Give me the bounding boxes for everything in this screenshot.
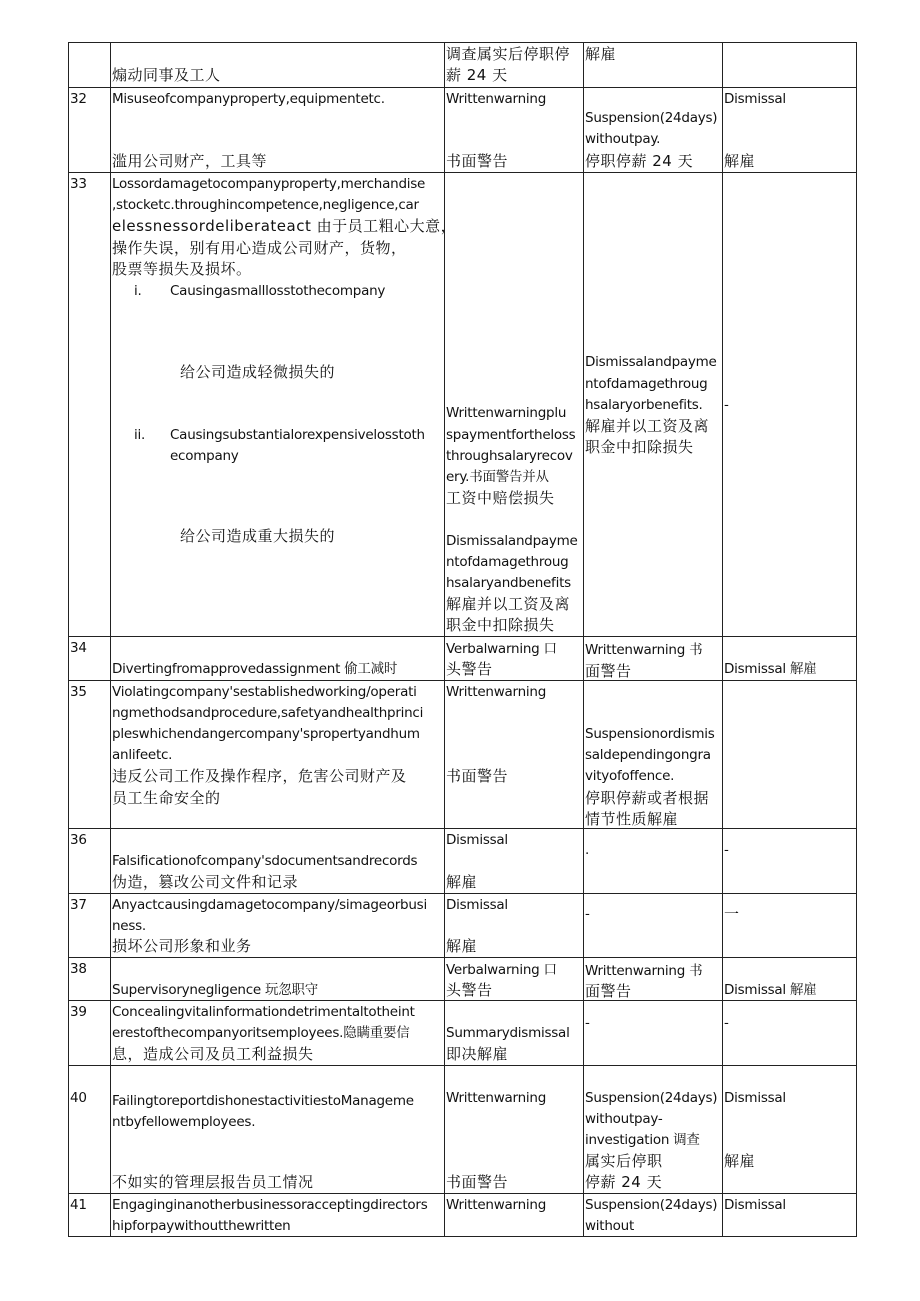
offence-description: elessnessordeliberateact 由于员工粗心大意， [112, 217, 457, 235]
offence-description: Causingasmalllosstothecompany [170, 283, 386, 299]
third-offence-action: - [724, 397, 729, 413]
offence-description: 不如实的管理层报告员工情况 [112, 1173, 314, 1191]
first-offence-action: 头警告 [446, 981, 493, 999]
first-offence-action: 即决解雇 [446, 1045, 509, 1063]
offence-description: hipforpaywithoutthewritten [112, 1218, 291, 1234]
third-offence-action: 解雇 [724, 1152, 756, 1170]
first-offence-action: 解雇 [446, 873, 478, 891]
offence-description: Violatingcompany'sestablishedworking/operati [112, 684, 417, 700]
offence-description: 给公司造成重大损失的 [180, 527, 336, 545]
second-offence-action: 面警告 [585, 662, 632, 680]
second-offence-action: 停薪 24 天 [585, 1173, 663, 1191]
offence-description: Anyactcausingdamagetocompany/simageorbusi [112, 897, 427, 913]
first-offence-action: ery.书面警告并从 [446, 469, 549, 485]
second-offence-action: 面警告 [585, 982, 632, 1000]
first-offence-action: Writtenwarning [446, 91, 547, 107]
offence-description: anlifeetc. [112, 747, 173, 763]
row-number: 40 [70, 1090, 87, 1106]
second-offence-action: Suspension(24days) [585, 110, 718, 126]
first-offence-action: Writtenwarning [446, 1197, 547, 1213]
offence-description: 伪造，篡改公司文件和记录 [112, 873, 299, 891]
first-offence-action: throughsalaryrecov [446, 448, 573, 464]
first-offence-action: 书面警告 [446, 152, 509, 170]
second-offence-action: 停职停薪 24 天 [585, 152, 694, 170]
second-offence-action: investigation 调查 [585, 1132, 700, 1148]
offence-description: 滥用公司财产，工具等 [112, 152, 268, 170]
row-number: 36 [70, 832, 87, 848]
third-offence-action: Dismissal 解雇 [724, 661, 817, 677]
third-offence-action: 一 [724, 905, 740, 923]
offence-description: Supervisorynegligence 玩忽职守 [112, 982, 319, 998]
row-number: 39 [70, 1004, 87, 1020]
offence-description: 违反公司工作及操作程序，危害公司财产及 [112, 767, 407, 785]
offence-description: erestofthecompanyoritsemployees.隐瞒重要信 [112, 1025, 410, 1041]
offence-description: Falsificationofcompany'sdocumentsandrecords [112, 853, 418, 869]
row-number: 37 [70, 897, 87, 913]
first-offence-action: 职金中扣除损失 [446, 616, 555, 634]
offence-description: 损坏公司形象和业务 [112, 937, 252, 955]
second-offence-action: without [585, 1218, 635, 1234]
row-number: 41 [70, 1197, 87, 1213]
offence-description: ntbyfellowemployees. [112, 1114, 256, 1130]
offence-description: 煽动同事及工人 [112, 66, 221, 84]
row-number: 38 [70, 961, 87, 977]
second-offence-action: Dismissalandpayme [585, 354, 717, 370]
second-offence-action: withoutpay- [585, 1111, 663, 1127]
first-offence-action: 头警告 [446, 660, 493, 678]
first-offence-action: 解雇并以工资及离 [446, 595, 571, 613]
row-number: 33 [70, 176, 87, 192]
offence-description: ness. [112, 918, 146, 934]
offence-description: Causingsubstantialorexpensivelosstoth [170, 427, 425, 443]
offence-description: Misuseofcompanyproperty,equipmentetc. [112, 91, 385, 107]
offence-description: ngmethodsandprocedure,safetyandhealthprinci [112, 705, 424, 721]
second-offence-action: - [585, 1015, 590, 1031]
first-offence-action: 解雇 [446, 937, 478, 955]
offence-description: pleswhichendangercompany'spropertyandhum [112, 726, 420, 742]
second-offence-action: Suspension(24days) [585, 1197, 718, 1213]
first-offence-action: hsalaryandbenefits [446, 575, 571, 591]
offence-description: FailingtoreportdishonestactivitiestoManageme [112, 1093, 414, 1109]
first-offence-action: Writtenwarning [446, 684, 547, 700]
first-offence-action: 工资中赔偿损失 [446, 489, 555, 507]
first-offence-action: Summarydismissal [446, 1025, 570, 1041]
sub-item-marker: ii. [134, 427, 146, 443]
second-offence-action: . [585, 842, 590, 858]
sub-item-marker: i. [134, 283, 142, 299]
first-offence-action: Dismissal [446, 897, 508, 913]
second-offence-action: ntofdamagethroug [585, 376, 708, 392]
first-offence-action: Verbalwarning 口 [446, 641, 557, 657]
second-offence-action: 停职停薪或者根据 [585, 789, 710, 807]
offence-description: Engaginginanotherbusinessoracceptingdirectors [112, 1197, 428, 1213]
offence-description: ,stocketc.throughincompetence,negligence,car [112, 197, 419, 213]
second-offence-action: Suspensionordismis [585, 726, 715, 742]
first-offence-action: 书面警告 [446, 767, 509, 785]
first-offence-action: Dismissalandpayme [446, 533, 578, 549]
first-offence-action: 调查属实后停职停 [446, 45, 571, 63]
offence-description: 给公司造成轻微损失的 [180, 363, 336, 381]
second-offence-action: - [585, 906, 590, 922]
offence-description: 股票等损失及损坏。 [112, 260, 252, 278]
second-offence-action: 职金中扣除损失 [585, 438, 694, 456]
first-offence-action: spaymentfortheloss [446, 427, 576, 443]
offence-description: 操作失误，别有用心造成公司财产，货物， [112, 239, 407, 257]
first-offence-action: 薪 24 天 [446, 66, 508, 84]
first-offence-action: Verbalwarning 口 [446, 962, 557, 978]
second-offence-action: Writtenwarning 书 [585, 963, 703, 979]
first-offence-action: 书面警告 [446, 1173, 509, 1191]
third-offence-action: Dismissal 解雇 [724, 982, 817, 998]
offence-description: 息，造成公司及员工利益损失 [112, 1045, 314, 1063]
first-offence-action: Dismissal [446, 832, 508, 848]
first-offence-action: Writtenwarningplu [446, 405, 567, 421]
third-offence-action: - [724, 842, 729, 858]
second-offence-action: vityofoffence. [585, 768, 675, 784]
second-offence-action: withoutpay. [585, 131, 661, 147]
second-offence-action: 解雇 [585, 45, 617, 63]
third-offence-action: Dismissal [724, 91, 786, 107]
third-offence-action: 解雇 [724, 152, 756, 170]
second-offence-action: 解雇并以工资及离 [585, 417, 710, 435]
third-offence-action: Dismissal [724, 1197, 786, 1213]
row-number: 34 [70, 640, 87, 656]
offence-description: 员工生命安全的 [112, 789, 221, 807]
first-offence-action: ntofdamagethroug [446, 554, 569, 570]
second-offence-action: hsalaryorbenefits. [585, 397, 703, 413]
second-offence-action: saldependingongra [585, 747, 711, 763]
second-offence-action: 属实后停职 [585, 1152, 663, 1170]
offence-description: Concealingvitalinformationdetrimentaltotheint [112, 1004, 415, 1020]
row-number: 32 [70, 91, 87, 107]
second-offence-action: Writtenwarning 书 [585, 642, 703, 658]
offence-description: Divertingfromapprovedassignment 偷工减时 [112, 661, 398, 677]
second-offence-action: Suspension(24days) [585, 1090, 718, 1106]
third-offence-action: Dismissal [724, 1090, 786, 1106]
first-offence-action: Writtenwarning [446, 1090, 547, 1106]
third-offence-action: - [724, 1015, 729, 1031]
offence-description: ecompany [170, 448, 239, 464]
second-offence-action: 情节性质解雇 [585, 810, 679, 828]
offence-description: Lossordamagetocompanyproperty,merchandise [112, 176, 426, 192]
row-number: 35 [70, 684, 87, 700]
